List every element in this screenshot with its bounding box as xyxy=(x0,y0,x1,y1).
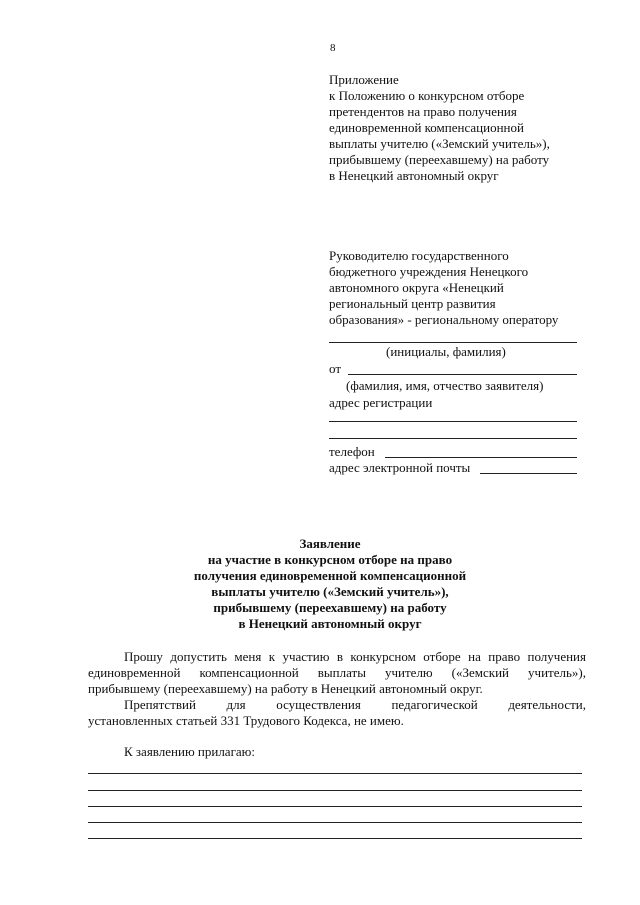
applicant-name-field[interactable] xyxy=(348,374,577,375)
addressee-line: Руководителю государственного xyxy=(329,248,509,263)
attachment-field-line[interactable] xyxy=(88,773,582,774)
appendix-line: единовременной компенсационной xyxy=(329,120,524,135)
title-line: в Ненецкий автономный округ xyxy=(238,616,422,631)
obstacles-paragraph xyxy=(88,697,586,729)
address-label: адрес регистрации xyxy=(329,395,433,410)
body-line: единовременной компенсационной выплаты учителю («Земский учитель»), xyxy=(88,665,586,680)
title-line: выплаты учителю («Земский учитель»), xyxy=(211,584,449,599)
attachments-label: К заявлению прилагаю: xyxy=(124,744,256,759)
appendix-line: к Положению о конкурсном отборе xyxy=(329,88,525,103)
email-label: адрес электронной почты xyxy=(329,460,471,475)
addressee-block xyxy=(329,248,589,328)
appendix-line: в Ненецкий автономный округ xyxy=(329,168,499,183)
appendix-line: выплаты учителю («Земский учитель»), xyxy=(329,136,550,151)
body-line: Препятствий для осуществления педагогической деятельности, xyxy=(124,697,586,712)
body-line: Прошу допустить меня к участию в конкурсном отборе на право получения xyxy=(124,649,586,664)
from-label: от xyxy=(329,361,342,376)
addressee-line: бюджетного учреждения Ненецкого xyxy=(329,264,529,279)
phone-label: телефон xyxy=(329,444,375,459)
attachment-field-line[interactable] xyxy=(88,838,582,839)
request-paragraph xyxy=(88,649,586,697)
appendix-line: претендентов на право получения xyxy=(329,104,517,119)
document-title xyxy=(140,536,520,632)
initials-caption: (инициалы, фамилия) xyxy=(386,344,506,359)
attachment-field-line[interactable] xyxy=(88,822,582,823)
recipient-initials-field[interactable] xyxy=(329,342,577,343)
title-line: прибывшему (переехавшему) на работу xyxy=(213,600,447,615)
address-field-line-2[interactable] xyxy=(329,438,577,439)
appendix-line: прибывшему (переехавшему) на работу xyxy=(329,152,550,167)
addressee-line: образования» - региональному оператору xyxy=(329,312,559,327)
address-field-line-1[interactable] xyxy=(329,421,577,422)
applicant-caption: (фамилия, имя, отчество заявителя) xyxy=(346,378,544,393)
page-number: 8 xyxy=(330,42,336,54)
title-line: Заявление xyxy=(299,536,361,551)
title-line: получения единовременной компенсационной xyxy=(193,568,467,583)
attachment-field-line[interactable] xyxy=(88,806,582,807)
email-field[interactable] xyxy=(480,473,577,474)
appendix-header xyxy=(329,72,589,184)
addressee-line: региональный центр развития xyxy=(329,296,496,311)
attachment-field-line[interactable] xyxy=(88,790,582,791)
phone-field[interactable] xyxy=(385,457,577,458)
body-line: прибывшему (переехавшему) на работу в Ненецкий автономный округ. xyxy=(88,681,483,696)
body-line: установленных статьей 331 Трудового Кодекса, не имею. xyxy=(88,713,404,728)
title-line: на участие в конкурсном отборе на право xyxy=(207,552,453,567)
appendix-line: Приложение xyxy=(329,72,399,87)
addressee-line: автономного округа «Ненецкий xyxy=(329,280,504,295)
